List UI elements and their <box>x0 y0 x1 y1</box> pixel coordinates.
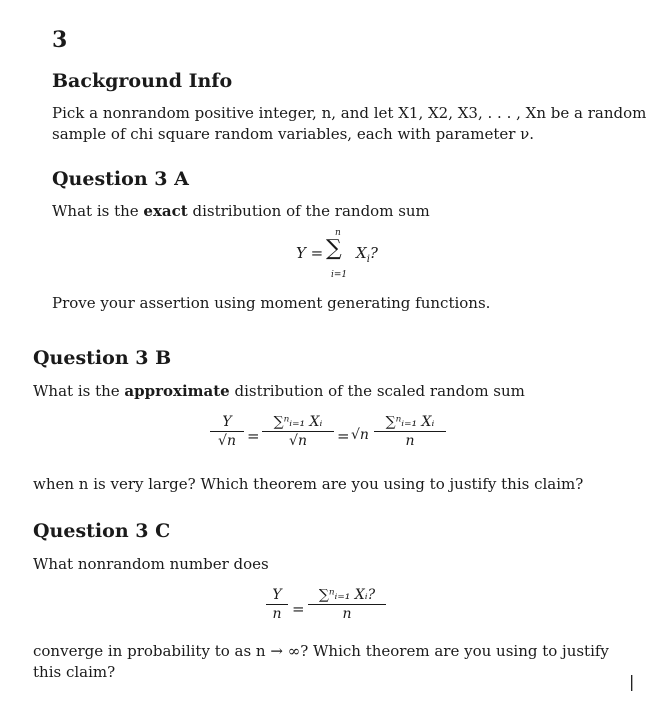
question-3c-prompt: What nonrandom number does <box>33 555 269 573</box>
question-3c-follow-up-line1: converge in probability to as n → ∞? Which theorem are you using to justify <box>33 642 609 660</box>
text-cursor: | <box>629 672 635 691</box>
question-3c-follow-up-line2: this claim? <box>33 663 116 681</box>
background-text-line2: sample of chi square random variables, each with parameter ν. <box>52 125 535 143</box>
question-3a-follow-up: Prove your assertion using moment generating functions. <box>52 294 491 312</box>
q3b-fraction-1: $\frac{Y}{√n}$ <box>210 414 244 449</box>
question-3b-follow-up: when n is very large? Which theorem are you using to justify this claim? <box>33 475 584 493</box>
problem-number: 3 <box>52 27 68 53</box>
q3c-fraction-2: $\frac{\text{∑ⁿᵢ₌₁ Xᵢ?}}{n}$ <box>308 587 386 622</box>
question-3b-prompt: What is the approximate distribution of the scaled random sum <box>33 382 525 400</box>
q3b-fraction-2: $\frac{\text{∑ⁿᵢ₌₁ Xᵢ}}{√n}$ <box>262 414 334 449</box>
background-heading: Background Info <box>52 70 233 92</box>
question-3b-formula: $\frac{Y}{√n}$ = $\frac{\text{∑ⁿᵢ₌₁ Xᵢ}}{√n}$ = √n $\frac{\text{∑ⁿᵢ₌₁ Xᵢ}}{n}$ <box>210 414 450 464</box>
question-3a-heading: Question 3 A <box>52 168 189 190</box>
q3b-fraction-3: $\frac{\text{∑ⁿᵢ₌₁ Xᵢ}}{n}$ <box>374 414 446 449</box>
question-3b-heading: Question 3 B <box>33 347 172 369</box>
background-text-line1: Pick a nonrandom positive integer, n, and let X1, X2, X3, . . . , Xn be a random <box>52 104 647 122</box>
question-3a-formula: Y = n ∑ i=1 $X_i$? <box>296 228 378 280</box>
question-3a-prompt: What is the exact distribution of the random sum <box>52 202 430 220</box>
q3c-fraction-1: $\frac{Y}{n}$ <box>266 587 288 622</box>
question-3c-heading: Question 3 C <box>33 520 171 542</box>
question-3c-formula: $\frac{Y}{n}$ = $\frac{\text{∑ⁿᵢ₌₁ Xᵢ?}}{n}$ <box>266 587 396 633</box>
